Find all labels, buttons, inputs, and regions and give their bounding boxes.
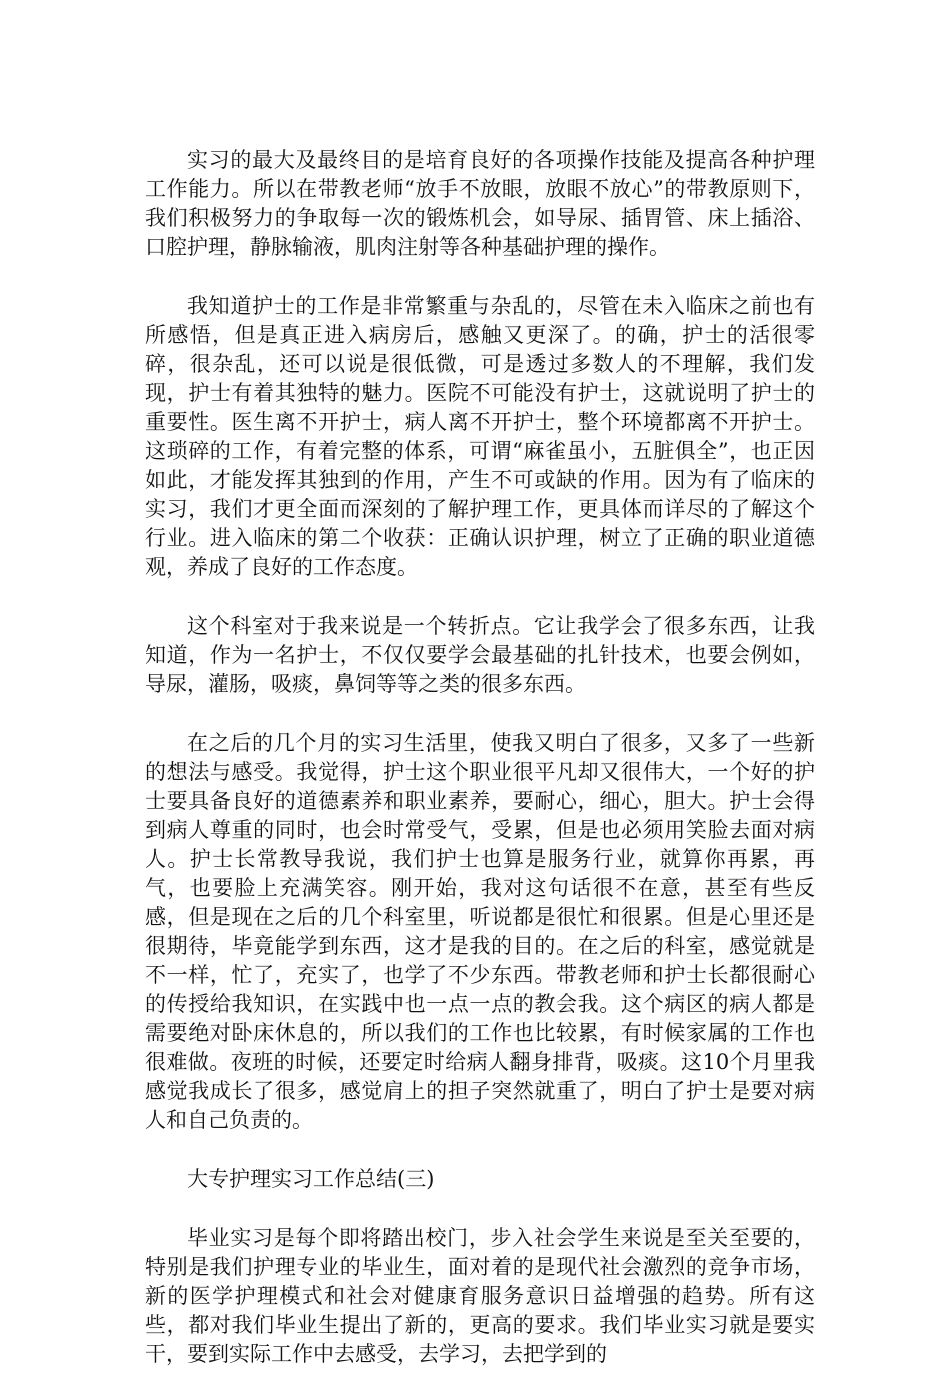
paragraph-turning-point: 这个科室对于我来说是一个转折点。它让我学会了很多东西，让我知道，作为一名护士，不仅仅要学会最基础的扎针技术，也要会例如，导尿，灌肠，吸痰，鼻饲等等之类的很多东西。 xyxy=(145,614,815,696)
paragraph-practice-goal: 实习的最大及最终目的是培育良好的各项操作技能及提高各种护理工作能力。所以在带教老师“放手不放眼，放眼不放心”的带教原则下，我们积极努力的争取每一次的锻炼机会，如导尿、插胃管、床上插浴、口腔护理，静脉输液，肌肉注射等各种基础护理的操作。 xyxy=(145,148,815,259)
paragraph-later-months: 在之后的几个月的实习生活里，使我又明白了很多，又多了一些新的想法与感受。我觉得，护士这个职业很平凡却又很伟大，一个好的护士要具备良好的道德素养和职业素养，要耐心，细心，胆大。护士会得到病人尊重的同时，也会时常受气，受累，但是也必须用笑脸去面对病人。护士长常教导我说，我们护士也算是服务行业，就算你再累，再气，也要脸上充满笑容。刚开始，我对这句话很不在意，甚至有些反感，但是现在之后的几个科室里，听说都是很忙和很累。但是心里还是很期待，毕竟能学到东西，这才是我的目的。在之后的科室，感觉就是不一样，忙了，充实了，也学了不少东西。带教老师和护士长都很耐心的传授给我知识，在实践中也一点一点的教会我。这个病区的病人都是需要绝对卧床休息的，所以我们的工作也比较累，有时候家属的工作也很难做。夜班的时候，还要定时给病人翻身排背，吸痰。这10个月里我感觉我成长了很多，感觉肩上的担子突然就重了，明白了护士是要对病人和自己负责的。 xyxy=(145,731,815,1132)
section-heading: 大专护理实习工作总结(三) xyxy=(187,1167,435,1191)
paragraph-graduation-practice: 毕业实习是每个即将踏出校门，步入社会学生来说是至关至要的，特别是我们护理专业的毕业生，面对着的是现代社会激烈的竞争市场，新的医学护理模式和社会对健康育服务意识日益增强的趋势。所有这些，都对我们毕业生提出了新的，更高的要求。我们毕业实习就是要实干，要到实际工作中去感受，去学习，去把学到的 xyxy=(145,1226,815,1366)
paragraph-nurse-work: 我知道护士的工作是非常繁重与杂乱的，尽管在未入临床之前也有所感悟，但是真正进入病房后，感触又更深了。的确，护士的活很零碎，很杂乱，还可以说是很低微，可是透过多数人的不理解，我们发现，护士有着其独特的魅力。医院不可能没有护士，这就说明了护士的重要性。医生离不开护士，病人离不开护士，整个环境都离不开护士。这琐碎的工作，有着完整的体系，可谓“麻雀虽小，五脏俱全”，也正因如此，才能发挥其独到的作用，产生不可或缺的作用。因为有了临床的实习，我们才更全面而深刻的了解护理工作，更具体而详尽的了解这个行业。进入临床的第二个收获：正确认识护理，树立了正确的职业道德观，养成了良好的工作态度。 xyxy=(145,294,815,579)
document-body xyxy=(145,146,815,1399)
